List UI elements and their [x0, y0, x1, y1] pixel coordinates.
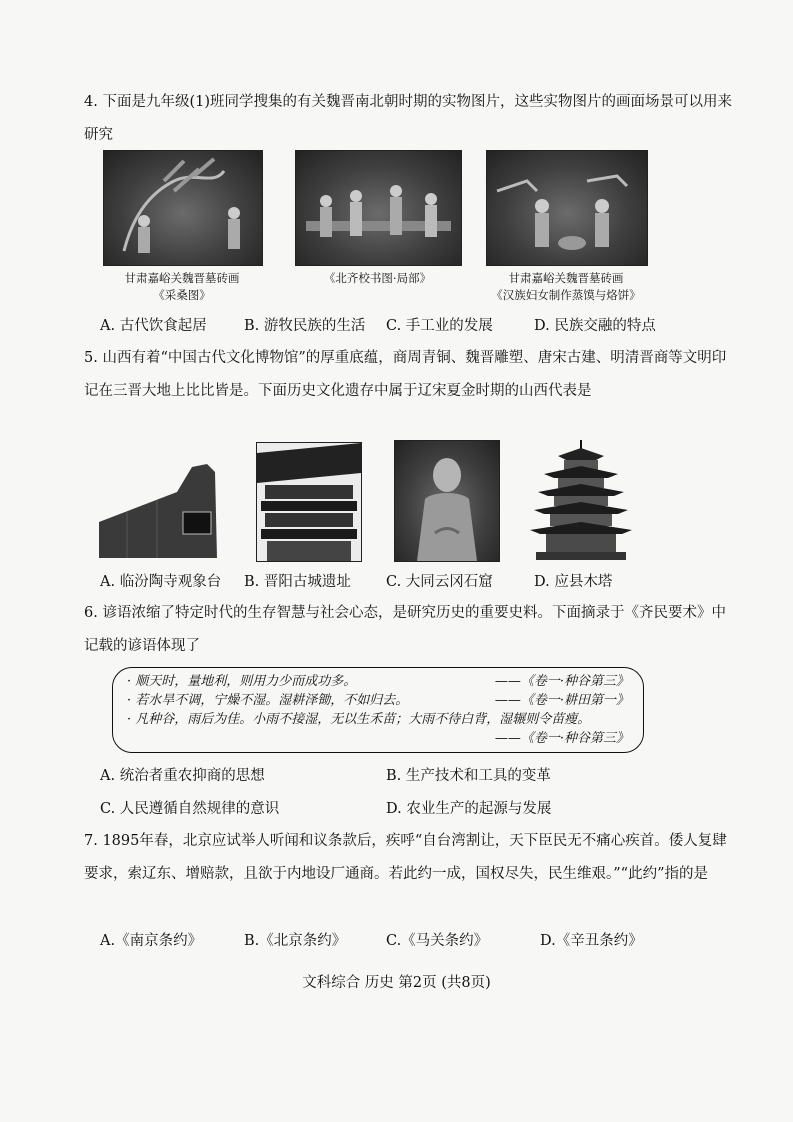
- option-d[interactable]: D. 农业生产的起源与发展: [386, 801, 552, 817]
- option-c[interactable]: C. 人民遵循自然规律的意识: [100, 801, 280, 817]
- proverb-source: ——《卷一·种谷第三》: [494, 731, 629, 746]
- question-6: [84, 597, 737, 663]
- proverb-line: · 顺天时，量地利，则用力少而成功多。: [127, 674, 357, 689]
- question-5-stem: 5. 山西有着“中国古代文化博物馆”的厚重底蕴，商周青铜、魏晋雕塑、唐宋古建、明清晋商等文明印记在三晋大地上比比皆是。下面历史文化遗存中属于辽宋夏金时期的山西代表是: [84, 350, 727, 399]
- question-7: [84, 825, 737, 891]
- option-b[interactable]: B. 游牧民族的生活: [244, 318, 366, 334]
- page-footer: 文科综合 历史 第2页 (共8页): [302, 975, 491, 991]
- question-6-stem: 6. 谚语浓缩了特定时代的生存智慧与社会心态，是研究历史的重要史料。下面摘录于《齐民要术》中记载的谚语体现了: [84, 605, 726, 654]
- image-caption: 甘肃嘉峪关魏晋墓砖画 《汉族妇女制作蒸馍与烙饼》: [491, 271, 641, 302]
- mural-image-han-women-cooking: [486, 150, 648, 266]
- question-7-stem: 7. 1895年春，北京应试举人听闻和议条款后，疾呼“自台湾割让，天下臣民无不痛心疾首。倭人复肆要求，索辽东、增赔款，且欲于内地设厂通商。若此约一成，国权尽失，民生维艰。”“此约”指的是: [84, 833, 727, 882]
- photo-jinyang-ancient-city: [256, 442, 362, 562]
- option-b[interactable]: B. 晋阳古城遗址: [244, 574, 351, 590]
- option-c[interactable]: C. 手工业的发展: [386, 318, 493, 334]
- option-d[interactable]: D. 应县木塔: [534, 574, 613, 590]
- mural-image-picking-mulberry: [103, 150, 263, 266]
- proverb-line: · 若水旱不调，宁燥不湿。湿耕泽锄，不如归去。: [127, 693, 409, 708]
- option-a[interactable]: A. 统治者重农抑商的思想: [100, 768, 265, 784]
- question-4-stem: 4. 下面是九年级(1)班同学搜集的有关魏晋南北朝时期的实物图片，这些实物图片的画面场景可以用来研究: [84, 94, 732, 143]
- image-caption: 甘肃嘉峪关魏晋墓砖画 《采桑图》: [124, 271, 240, 302]
- photo-yingxian-wooden-pagoda: [528, 440, 634, 562]
- option-a[interactable]: A.《南京条约》: [100, 933, 203, 949]
- option-c[interactable]: C. 大同云冈石窟: [386, 574, 493, 590]
- option-d[interactable]: D. 民族交融的特点: [534, 318, 656, 334]
- proverb-source: ——《卷一·种谷第三》: [494, 674, 629, 689]
- painting-image-northern-qi-collation: [295, 150, 462, 266]
- proverb-quote-box: [112, 667, 644, 753]
- proverb-line: · 凡种谷，雨后为佳。小雨不接湿，无以生禾苗；大雨不待白背，湿辗则令苗瘦。: [127, 712, 591, 727]
- option-d[interactable]: D.《辛丑条约》: [540, 933, 643, 949]
- photo-taosi-observatory: [97, 452, 225, 560]
- photo-yungang-grottoes: [394, 440, 500, 562]
- image-caption: 《北齐校书图·局部》: [323, 271, 432, 285]
- question-4: [84, 86, 737, 152]
- question-5: [84, 342, 737, 408]
- option-a[interactable]: A. 临汾陶寺观象台: [100, 574, 222, 590]
- option-a[interactable]: A. 古代饮食起居: [100, 318, 207, 334]
- option-b[interactable]: B. 生产技术和工具的变革: [386, 768, 551, 784]
- option-b[interactable]: B.《北京条约》: [244, 933, 347, 949]
- option-c[interactable]: C.《马关条约》: [386, 933, 489, 949]
- proverb-source: ——《卷一·耕田第一》: [494, 693, 629, 708]
